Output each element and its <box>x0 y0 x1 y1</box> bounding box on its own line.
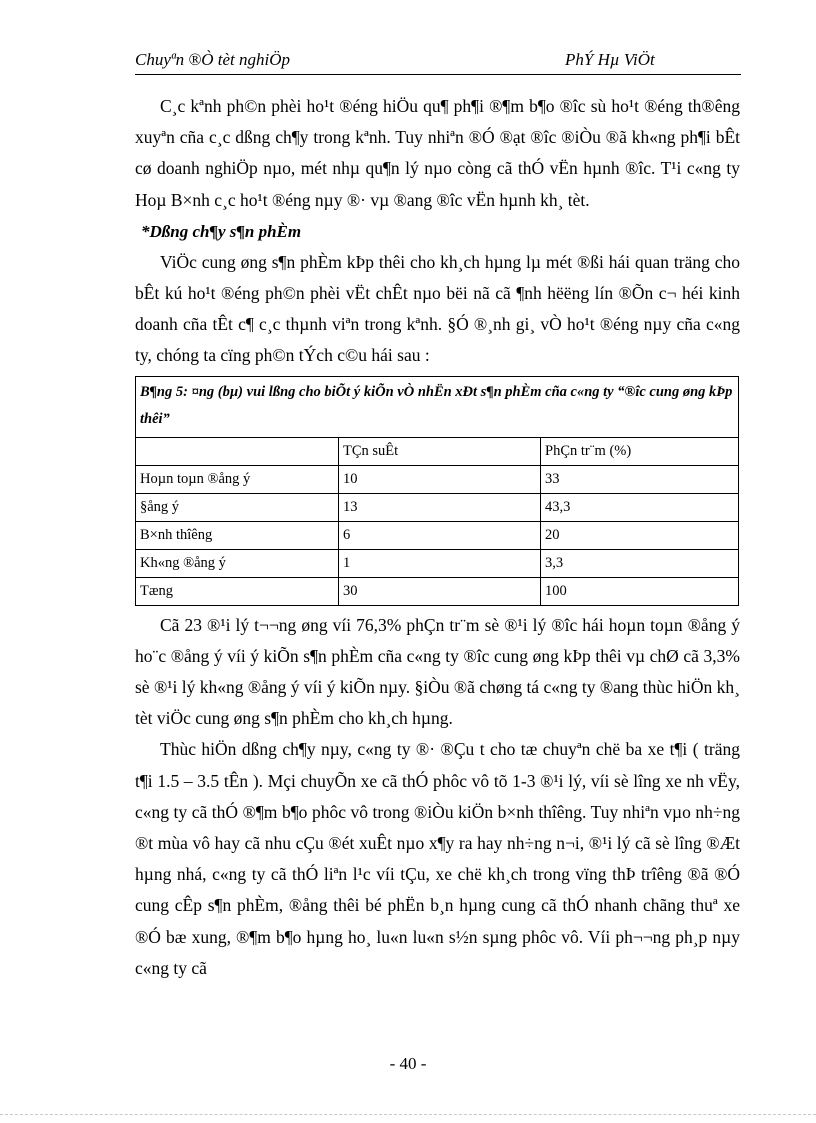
table-header-cell: PhÇn tr¨m (%) <box>541 437 739 465</box>
table-cell: 1 <box>339 549 541 577</box>
page-header <box>135 48 741 75</box>
table-cell: §ång ý <box>136 493 339 521</box>
table-header-row <box>136 437 739 465</box>
section-subheading: *Dßng ch¶y s¶n phÈm <box>141 221 302 241</box>
table-cell: 33 <box>541 465 739 493</box>
table-row <box>136 465 739 493</box>
table-caption: B¶ng 5: ¤ng (bµ) vui lßng cho biÕt ý kiÕn vÒ nhËn xÐt s¶n phÈm cña c«ng ty “®îc cung øng kÞp thêi” <box>136 376 739 437</box>
table-row <box>136 493 739 521</box>
page-number: - 40 - <box>389 1054 427 1073</box>
paragraph-3: Cã 23 ®¹i lý t¬¬ng øng víi 76,3% phÇn tr¨m sè ®¹i lý ®îc hái hoµn toµn ®ång ý ho¨c ®ång ý víi ý kiÕn s¶n phÈm cña c«ng ty ®îc cung øng kÞp thêi vµ chØ cã 3,3% sè ®¹i lý kh«ng ®ång ý víi ý kiÕn nµy. §iÒu ®ã chøng tá c«ng ty ®ang thùc hiÖn kh¸ tèt viÖc cung øng s¶n phÈm cho kh¸ch hµng. <box>135 614 740 729</box>
table-cell: 6 <box>339 521 541 549</box>
page-bottom-divider <box>0 1114 816 1115</box>
table-row <box>136 521 739 549</box>
table-cell: Kh«ng ®ång ý <box>136 549 339 577</box>
table-cell: B×nh thîêng <box>136 521 339 549</box>
table-row <box>136 577 739 605</box>
paragraph-1: C¸c kªnh ph©n phèi ho¹t ®éng hiÖu qu¶ ph¶i ®¶m b¶o ®îc sù ho¹t ®éng th®êng xuyªn cña c¸c dßng ch¶y trong kªnh. Tuy nhiªn ®Ó ®ạt ®îc ®iÒu ®ã kh«ng ph¶i bÊt cø doanh nghiÖp nµo, mét nhµ qu¶n lý nµo còng cã thÓ vËn hµnh ®îc. T¹i c«ng ty Hoµ B×nh c¸c ho¹t ®éng nµy ®· vµ ®ang ®îc vËn hµnh kh¸ tèt. <box>135 96 740 210</box>
paragraph-4: Thùc hiÖn dßng ch¶y nµy, c«ng ty ®· ®Çu t cho tæ chuyªn chë ba xe t¶i ( träng t¶i 1.5 – 3.5 tÊn ). Mçi chuyÕn xe cã thÓ phôc vô tõ 1-3 ®¹i lý, víi sè lîng xe nh vËy, c«ng ty cã thÓ ®¶m b¶o phôc vô trong ®iÒu kiÖn b×nh thîêng. Tuy nhiªn vµo nh÷ng ®t mùa vô hay cã nhu cÇu ®ét xuÊt nµo x¶y ra hay nh÷ng n¬i, ®¹i lý cã sè lîng ®Æt hµng nhá, c«ng ty cã thÓ liªn l¹c víi tÇu, xe chë kh¸ch trong vïng thÞ trîêng ®ã ®Ó cung cÊp s¶n phÈm, ®ång thêi bé phËn b¸n hµng cung cã thÓ nhanh chãng thuª xe ®Ó bæ xung, ®¶m b¶o hµng ho¸ lu«n lu«n s½n sµng phôc vô. Víi ph¬¬ng ph¸p nµy c«ng ty cã <box>135 739 740 978</box>
table-cell: 30 <box>339 577 541 605</box>
survey-table <box>135 376 739 606</box>
header-chapter-title: Chuyªn ®Ò tèt nghiÖp <box>135 50 291 69</box>
table-cell: 10 <box>339 465 541 493</box>
table-cell: Hoµn toµn ®ång ý <box>136 465 339 493</box>
table-cell: Tæng <box>136 577 339 605</box>
table-cell: 3,3 <box>541 549 739 577</box>
table-row <box>136 549 739 577</box>
table-header-cell <box>136 437 339 465</box>
table-cell: 100 <box>541 577 739 605</box>
table-cell: 43,3 <box>541 493 739 521</box>
header-author: PhÝ Hµ ViÖt <box>565 50 655 69</box>
table-cell: 20 <box>541 521 739 549</box>
paragraph-2: ViÖc cung øng s¶n phÈm kÞp thêi cho kh¸ch hµng lµ mét ®ßi hái quan träng cho bÊt kú ho¹t ®éng ph©n phèi vËt chÊt nµo bëi nã cã ¶nh hëëng lín ®Õn c¬ héi kinh doanh cña tÊt c¶ c¸c thµnh viªn trong kªnh. §Ó ®¸nh gi¸ vÒ ho¹t ®éng nµy cña c«ng ty, chóng ta cïng ph©n tÝch c©u hái sau : <box>135 251 740 366</box>
page-body <box>135 91 740 984</box>
table-cell: 13 <box>339 493 541 521</box>
table-header-cell: TÇn suÊt <box>339 437 541 465</box>
